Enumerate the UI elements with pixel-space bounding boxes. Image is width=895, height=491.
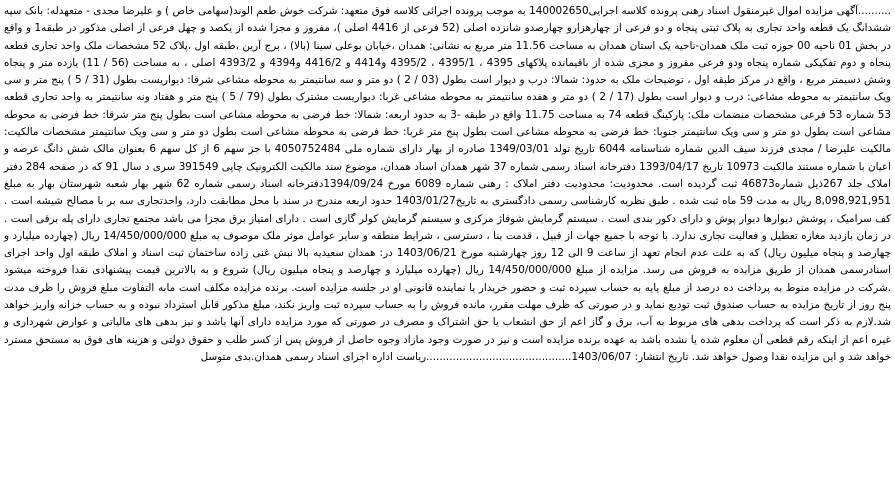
notice-text: ..........آگهی مزایده اموال غیرمنقول اسناد رهنی پرونده کلاسه اجرایی140002650 به موجب پرونده اجرائی کلاسه فوق متعهد: شرکت خوش طعم الوند(سهامی خاص ) و علیرضا مجدی - متعهدله: بانک سپه ششدانگ یک قطعه واحد تجاری به پلاک ثبتی پنجاه و دو فرعی از چهارهزارو چهارصدو شانزده اصلی (52 فرعی از 4416 اصلی )، مفروز و مجزا شده از یکصد و چهل فرعی از اصلی مذکور در طبقه1 و واقع در بخش 01 ناحیه 00 حوزه ثبت ملک همدان-ناحیه یک استان همدان به مساحت 11.56 متر مربع به نشانی: همدان ،خیابان بوعلی سینا (بالا) ، برج آرین ،طبقه اول ،پلاک 52 مشخصات ملک واحد تجاری قطعه پنجاه و دوم تفکیکی شماره پنجاه ودو فرعی مفروز و مجزی شده از باقیمانده پلاکهای 4395 ، 4395/1 ، 4395/2 و4414 و 4416/2 و4394 و 4393/2 اصلی ، به مساحت (56 / 11) یازده متر و پنجاه وشش دسیمتر مربع ، واقع در مرکز طبقه اول ، توضیحات ملک به حدود: شمالا: درب و دیوار است بطول (03 / 2 ) دو متر و سه سانتیمتر به محوطه مشاعی شرقا: دیواریست بطول (31 / 5 ) پنج متر و سی ویک سانتیمتر به محوطه مشاعی: درب و دیوار است بطول (17 / 2 ) دو متر و هفده سانتیمتر به محوطه مشاعی غربا: دیواریست مشترک بطول (79 / 5 ) پنج متر و هفتاد ونه سانتیمتر به واحد تجاری قطعه 53 شماره 53 فرعی مشخصات منضمات ملک: پارکینگ قطعه 74 به مساحت 11.75 واقع در طبقه -3 به حدود اربعه: شمالا: خط فرضی به محوطه مشاعی است بطول پنج متر شرقا: خط فرضی به محوطه مشاعی است بطول دو متر و سی ویک سانتیمتر جنوبا: خط فرضی به محوطه مشاعی است بطول پنج متر غربا: خط فرضی به محوطه مشاعی است بطول دو متر و سی ویک سانتیمتر مشخصات مالکیت: مالکیت علیرضا / مجدی فرزند سیف الدین شماره شناسنامه 6044 تاریخ تولد 1349/03/01 صادره از بهار دارای شماره ملی 4050752484 با جز سهم 6 از کل سهم 6 بعنوان مالک شش دانگ عرصه و اعیان با شماره مستند مالکیت 10973 تاریخ 1393/04/17 دفترخانه اسناد رسمی شماره 37 شهر همدان اسناد همدان، موضوع سند مالکیت الکترونیک چاپی 391549 سری د سال 91 که در صفحه 284 دفتر املاک جلد 267ذیل شماره46873 ثبت گردیده است. محدودیت: محدودیت دفتر املاک : رهنی شماره 6089 مورخ 1394/09/24دفترخانه اسناد رسمی شماره 62 شهر بهار شعبه شهرستان بهار به مبلغ 8,098,921,951 ریال به مدت 59 ماه ثبت شده . طبق نظریه کارشناسی رسمی دادگستری به تاریخ1403/01/27 حدود اربعه مندرج در سند با محل مطابقت دارد، واحدتجاری سه بر با مصالح شیشه است . کف سرامیک ، پوشش دیوارها دیوار پوش و دارای دکور بندی است . سیستم گرمایش شوفاژ مرکزی و سیستم گرمایش کولر گازی است . دارای امتیاز برق مجزا می باشد مجتمع تجاری دارای پله برقی است . در زمان بازدید مغازه تعطیل و فعالیت تجاری ندارد. با توجه با جمیع جهات از قبیل ، قدمت بنا ، دسترسی ، شرایط منطقه و سایر عوامل موثر ملک موصوف به مبلغ 14/450/000/000 ریال (چهارده میلیارد و چهارصد و پنجاه میلیون ریال) که به علت عدم انجام تعهد از ساعت 9 الی 12 روز چهارشنبه مورخ 1403/06/21 در: همدان سعیدیه بالا نبش غنی زاده ساختمان ثبت اسناد و املاک طبقه اول واحد اجرای اسنادرسمی همدان از طریق مزایده به فروش می رسد. مزایده از مبلغ 14/450/000/000 ریال (چهارده میلیارد و چهارصد و پنجاه میلیون ریال) شروع و به بالاترین قیمت پیشنهادی نقدا فروخته میشود .شرکت در مزایده منوط به پرداخت ده درصد از مبلغ پایه به حساب سپرده ثبت و حضور خریدار یا نماینده قانونی او در جلسه مزایده است. برنده مزایده مکلف است مابه التفاوت مبلغ فروش را ظرف مدت پنج روز از تاریخ مزایده به حساب صندوق ثبت تودیع نماید و در صورتی که ظرف مهلت مقرر، مانده فروش را به حساب سپرده ثبت واریز نکند، مبلغ مذکور قابل استرداد نبوده و به حساب خزانه واریز خواهد شد.لازم به ذکر است که پرداخت بدهی های مربوط به آب، برق و گاز اعم از حق انشعاب یا حق اشتراک و مصرف در صورتی که مورد مزایده دارای آنها باشد و نیز بدهی های مالیاتی و عوارض شهرداری و غیره اعم از اینکه رقم قطعی آن معلوم شده یا نشده باشد به عهده برنده مزایده است و نیز در صورت وجود مازاد وجوه حاصل از فروش پس از کسر طلب و حقوق دولتی و هزینه های فوق به مستحق مسترد خواهد شد و این مزایده نقدا وصول خواهد شد. تاریخ انتشار: 1403/06/07............................................ریاست اداره اجرای اسناد رسمی همدان.بدی متوسل bbox=[4, 5, 892, 363]
